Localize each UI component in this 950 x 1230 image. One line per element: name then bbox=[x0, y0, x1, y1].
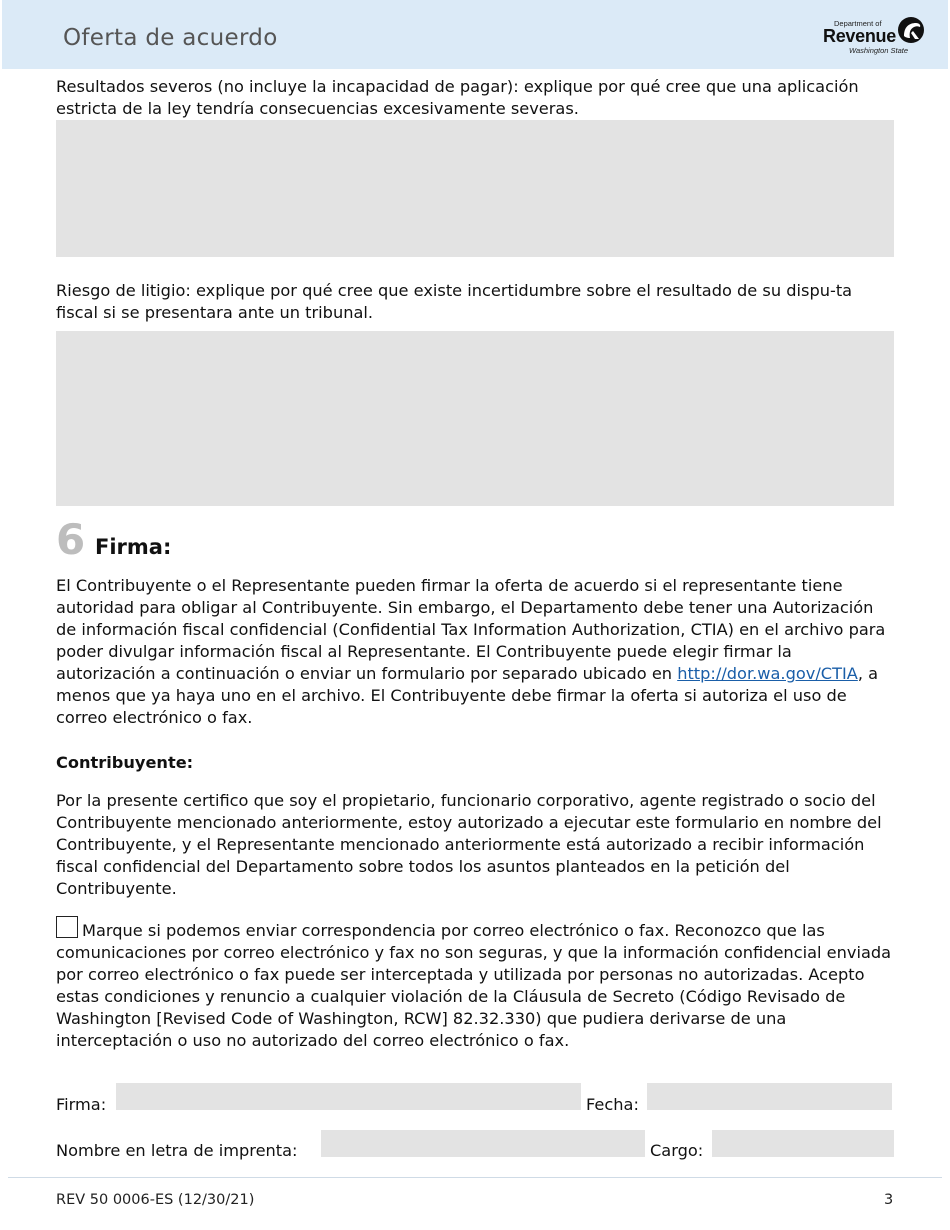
logo-line-department: Department of bbox=[834, 19, 882, 28]
footer-divider bbox=[8, 1177, 942, 1178]
email-consent-block bbox=[56, 916, 896, 1052]
printed-name-label: Nombre en letra de imprenta: bbox=[56, 1141, 298, 1160]
email-fax-checkbox[interactable] bbox=[56, 916, 78, 938]
signature-intro bbox=[56, 575, 896, 729]
litigation-risk-prompt: Riesgo de litigio: explique por qué cree que existe incertidumbre sobre el resultado de su dispu-ta fiscal si se presentara ante un tribunal. bbox=[56, 281, 853, 322]
ctia-link[interactable]: http://dor.wa.gov/CTIA bbox=[677, 664, 858, 683]
page-header bbox=[2, 0, 948, 69]
form-title: Oferta de acuerdo bbox=[63, 25, 278, 51]
intro-text-end: , a menos que ya haya uno en el archivo. El Contribuyente debe firmar la oferta si autoriza el uso de correo electrónico o fax. bbox=[56, 664, 879, 727]
printed-name-field[interactable] bbox=[321, 1130, 645, 1157]
taxpayer-heading: Contribuyente: bbox=[56, 753, 194, 772]
logo-line-state: Washington State bbox=[849, 46, 909, 55]
logo-swirl-icon bbox=[895, 15, 927, 45]
severe-results-input[interactable] bbox=[56, 120, 894, 257]
date-field[interactable] bbox=[647, 1083, 892, 1110]
title-label: Cargo: bbox=[650, 1141, 704, 1160]
signature-field[interactable] bbox=[116, 1083, 581, 1110]
section-title: Firma: bbox=[95, 535, 172, 559]
severe-results-prompt: Resultados severos (no incluye la incapacidad de pagar): explique por qué cree que una aplicación estricta de la ley tendría consecuencias excesivamente severas. bbox=[56, 77, 859, 118]
signature-label: Firma: bbox=[56, 1095, 107, 1114]
form-number: REV 50 0006-ES (12/30/21) bbox=[56, 1192, 255, 1208]
title-field[interactable] bbox=[712, 1130, 894, 1157]
logo-line-revenue: Revenue bbox=[823, 26, 896, 46]
page-number: 3 bbox=[884, 1192, 894, 1208]
date-label: Fecha: bbox=[586, 1095, 639, 1114]
certification-text: Por la presente certifico que soy el propietario, funcionario corporativo, agente registrado o socio del Contribuyente mencionado anteriormente, estoy autorizado a ejecutar este formulario en nombre del Contribuyente, y el Representante mencionado anteriormente está autorizado a recibir información fiscal confidencial del Departamento sobre todos los asuntos planteados en la petición del Contribuyente. bbox=[56, 791, 882, 898]
department-of-revenue-logo bbox=[820, 13, 930, 59]
intro-text-start: El Contribuyente o el Representante pueden firmar la oferta de acuerdo si el representante tiene autoridad para obligar al Contribuyente. Sin embargo, el Departamento debe tener una Autorización de información fiscal confidencial (Confidential Tax Information Authorization, CTIA) en el archivo para poder divulgar información fiscal al Representante. El Contribuyente puede elegir firmar la autorización a continuación o enviar un formulario por separado ubicado en bbox=[56, 576, 886, 683]
litigation-risk-input[interactable] bbox=[56, 331, 894, 506]
email-consent-text: Marque si podemos enviar correspondencia por correo electrónico o fax. Reconozco que las comunicaciones por correo electrónico y fax no son seguras, y que la información confidencial enviada por correo electrónico o fax puede ser interceptada y utilizada por personas no autorizadas. Acepto estas condiciones y renuncio a cualquier violación de la Cláusula de Secreto (Código Revisado de Washington [Revised Code of Washington, RCW] 82.32.330) que pudiera derivarse de una interceptación o uso no autorizado del correo electrónico o fax. bbox=[56, 921, 892, 1050]
section-number: 6 bbox=[56, 515, 86, 564]
